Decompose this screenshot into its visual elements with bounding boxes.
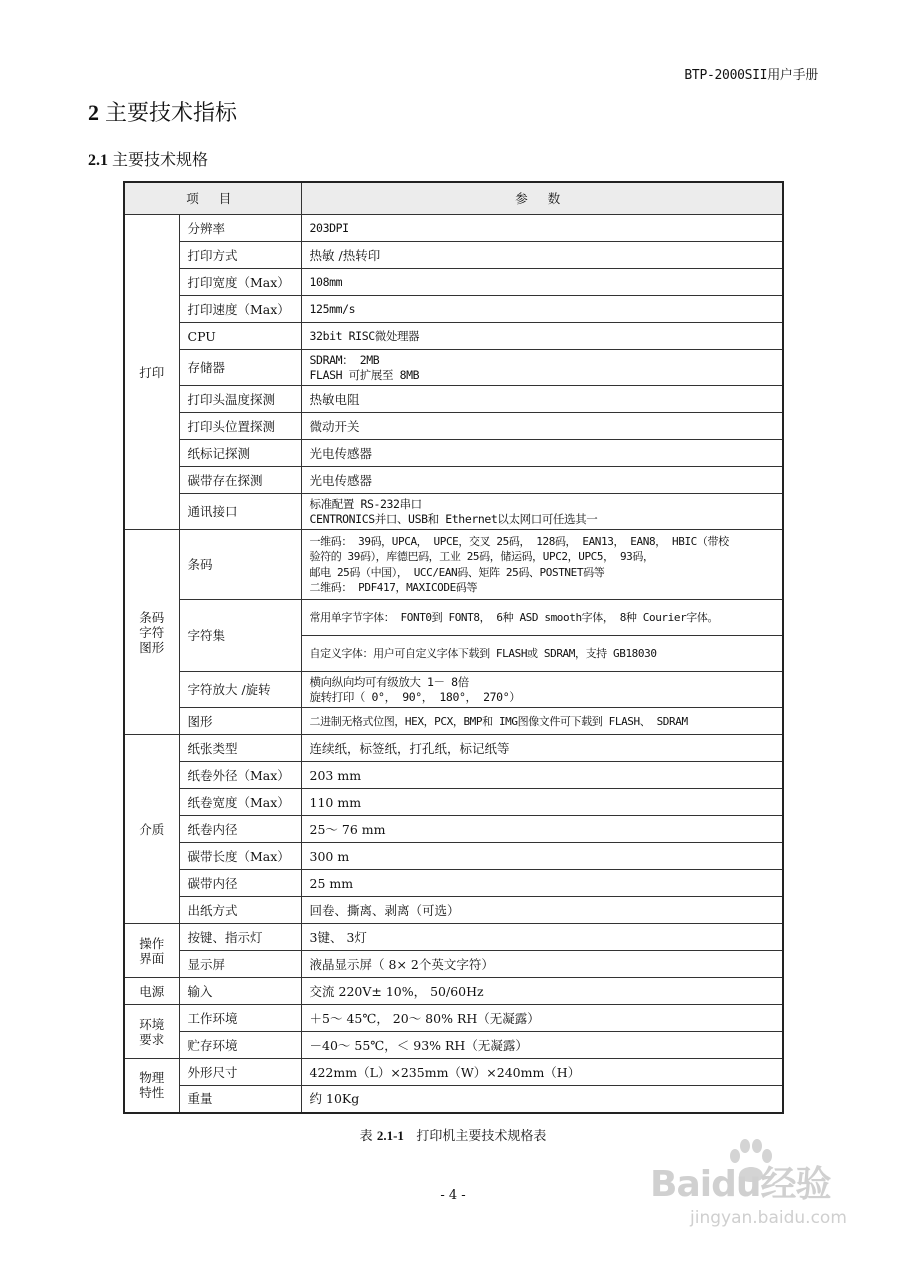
table-row — [124, 242, 783, 269]
section-title: 主要技术指标 — [105, 101, 238, 126]
row-value: 203 mm — [301, 762, 783, 789]
table-row — [124, 494, 783, 530]
row-value: 300 m — [301, 843, 783, 870]
watermark-logo: Baidu经验 — [650, 1164, 831, 1205]
table-row — [124, 672, 783, 708]
row-label: 条码 — [179, 530, 301, 600]
table-row — [124, 897, 783, 924]
row-label: 打印速度（Max） — [179, 296, 301, 323]
row-label: 图形 — [179, 708, 301, 735]
table-row — [124, 1059, 783, 1086]
row-value: 3键、 3灯 — [301, 924, 783, 951]
row-label: 输入 — [179, 978, 301, 1005]
row-label: 分辨率 — [179, 215, 301, 242]
row-value: 光电传感器 — [301, 440, 783, 467]
row-label: 工作环境 — [179, 1005, 301, 1032]
row-value: 微动开关 — [301, 413, 783, 440]
row-value: 32bit RISC微处理器 — [301, 323, 783, 350]
caption-prefix: 表 — [359, 1129, 373, 1144]
row-label: 贮存环境 — [179, 1032, 301, 1059]
baidu-watermark — [640, 1138, 870, 1248]
table-row — [124, 1032, 783, 1059]
row-label: 碳带内径 — [179, 870, 301, 897]
row-label: 字符放大 /旋转 — [179, 672, 301, 708]
row-value: 热敏电阻 — [301, 386, 783, 413]
row-label: 纸卷宽度（Max） — [179, 789, 301, 816]
table-row — [124, 600, 783, 636]
row-label: CPU — [179, 323, 301, 350]
category-print: 打印 — [124, 215, 179, 530]
table-row — [124, 870, 783, 897]
table-row — [124, 323, 783, 350]
row-value: 约 10Kg — [301, 1086, 783, 1113]
row-value: 25～ 76 mm — [301, 816, 783, 843]
row-value: 108mm — [301, 269, 783, 296]
row-label: 纸卷外径（Max） — [179, 762, 301, 789]
row-label: 外形尺寸 — [179, 1059, 301, 1086]
row-value: 连续纸，标签纸，打孔纸，标记纸等 — [301, 735, 783, 762]
row-value: 一维码： 39码，UPCA， UPCE，交叉 25码， 128码， EAN13， EAN8， HBIC（带校 验符的 39码），库德巴码，工业 25码，储运码，UPC2，UPC5， 93码， 邮电 25码（中国）， UCC/EAN码、矩阵 25码、POSTNET码等 二维码： PDF417，MAXICODE码等 — [301, 530, 783, 600]
table-row — [124, 951, 783, 978]
table-row — [124, 924, 783, 951]
row-value: 203DPI — [301, 215, 783, 242]
row-label: 通讯接口 — [179, 494, 301, 530]
table-row — [124, 816, 783, 843]
row-value: 自定义字体：用户可自定义字体下载到 FLASH或 SDRAM，支持 GB18030 — [301, 636, 783, 672]
table-row — [124, 215, 783, 242]
column-header-item: 项 目 — [124, 182, 301, 215]
row-label: 出纸方式 — [179, 897, 301, 924]
row-label: 打印方式 — [179, 242, 301, 269]
row-label: 纸标记探测 — [179, 440, 301, 467]
row-label: 碳带存在探测 — [179, 467, 301, 494]
column-header-param: 参 数 — [301, 182, 783, 215]
table-row — [124, 296, 783, 323]
section-number: 2 — [88, 100, 99, 125]
row-value: －40～ 55℃，＜ 93% RH（无凝露） — [301, 1032, 783, 1059]
table-row — [124, 350, 783, 386]
subsection-title: 主要技术规格 — [112, 150, 209, 169]
row-value: 回卷、撕离、剥离（可选） — [301, 897, 783, 924]
table-row — [124, 440, 783, 467]
table-row — [124, 467, 783, 494]
row-value: 光电传感器 — [301, 467, 783, 494]
row-label: 重量 — [179, 1086, 301, 1113]
table-row — [124, 978, 783, 1005]
row-label: 打印宽度（Max） — [179, 269, 301, 296]
document-header: BTP-2000SII用户手册 — [684, 68, 818, 83]
row-value: 422mm（L）×235mm（W）×240mm（H） — [301, 1059, 783, 1086]
row-label: 显示屏 — [179, 951, 301, 978]
row-value: 横向纵向均可有级放大 1－ 8倍 旋转打印（ 0°， 90°， 180°， 270°） — [301, 672, 783, 708]
row-value: ＋5～ 45℃， 20～ 80% RH（无凝露） — [301, 1005, 783, 1032]
page-number: - 4 - — [440, 1188, 466, 1203]
row-value: 125mm/s — [301, 296, 783, 323]
row-value: 常用单字节字体： FONT0到 FONT8， 6种 ASD smooth字体， 8种 Courier字体。 — [301, 600, 783, 636]
watermark-url: jingyan.baidu.com — [690, 1208, 847, 1228]
subsection-heading — [88, 147, 208, 170]
category-barcode: 条码 字符 图形 — [124, 530, 179, 735]
table-row — [124, 843, 783, 870]
caption-text: 打印机主要技术规格表 — [416, 1129, 547, 1144]
table-row — [124, 708, 783, 735]
category-media: 介质 — [124, 735, 179, 924]
row-label: 打印头温度探测 — [179, 386, 301, 413]
table-row — [124, 762, 783, 789]
table-row — [124, 530, 783, 600]
table-row — [124, 386, 783, 413]
row-value: 标准配置 RS-232串口 CENTRONICS并口、USB和 Ethernet以太网口可任选其一 — [301, 494, 783, 530]
row-label: 纸张类型 — [179, 735, 301, 762]
table-row — [124, 413, 783, 440]
row-label: 纸卷内径 — [179, 816, 301, 843]
row-label: 打印头位置探测 — [179, 413, 301, 440]
row-value: 25 mm — [301, 870, 783, 897]
subsection-number: 2.1 — [88, 152, 108, 169]
table-row — [124, 1005, 783, 1032]
row-value: 热敏 /热转印 — [301, 242, 783, 269]
category-power: 电源 — [124, 978, 179, 1005]
table-header-row — [124, 182, 783, 215]
table-row — [124, 735, 783, 762]
row-label: 存储器 — [179, 350, 301, 386]
section-heading — [88, 96, 237, 127]
row-value: 二进制无格式位图，HEX，PCX，BMP和 IMG图像文件可下载到 FLASH、 SDRAM — [301, 708, 783, 735]
category-physical: 物理 特性 — [124, 1059, 179, 1113]
row-label: 字符集 — [179, 600, 301, 672]
caption-number: 2.1-1 — [376, 1128, 404, 1143]
row-value: 交流 220V± 10%， 50/60Hz — [301, 978, 783, 1005]
spec-table — [123, 181, 784, 1114]
category-ui: 操作 界面 — [124, 924, 179, 978]
row-value: 液晶显示屏（ 8× 2个英文字符） — [301, 951, 783, 978]
table-row — [124, 1086, 783, 1113]
row-value: 110 mm — [301, 789, 783, 816]
row-label: 碳带长度（Max） — [179, 843, 301, 870]
table-row — [124, 789, 783, 816]
row-label: 按键、指示灯 — [179, 924, 301, 951]
row-value: SDRAM： 2MB FLASH 可扩展至 8MB — [301, 350, 783, 386]
table-row — [124, 269, 783, 296]
category-env: 环境 要求 — [124, 1005, 179, 1059]
